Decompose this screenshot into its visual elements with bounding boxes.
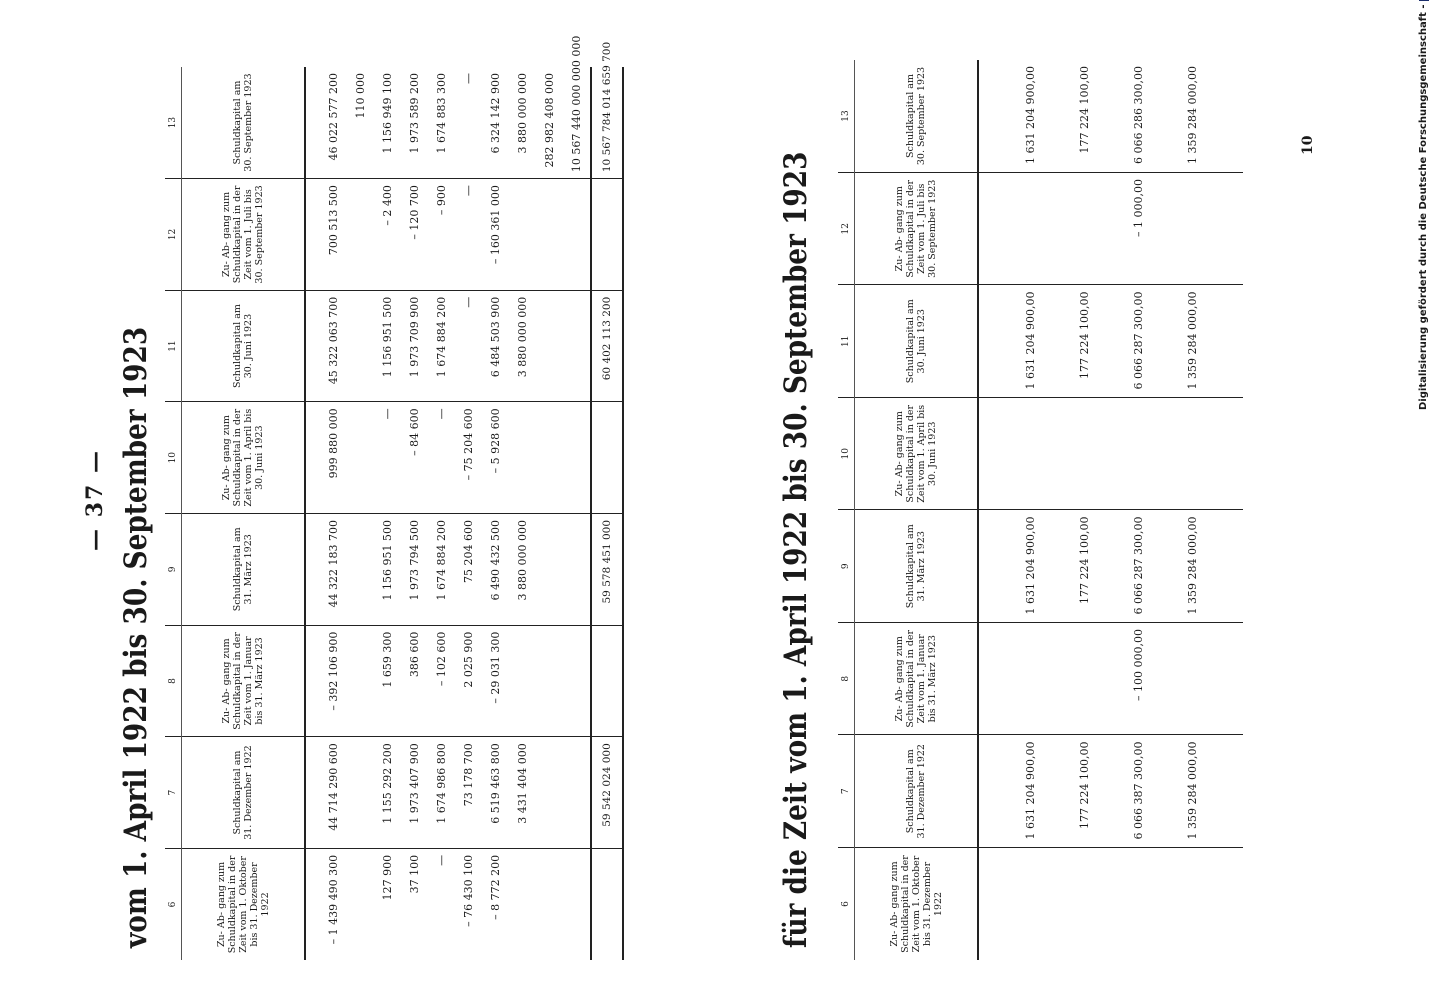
total-cell: 59 542 024 000	[591, 737, 623, 849]
spacer-cell	[978, 60, 1003, 173]
table-cell	[1003, 173, 1057, 286]
table-cell: 6 490 432 500	[482, 514, 509, 626]
total-cell: 60 402 113 200	[591, 290, 623, 402]
footer-credit	[1418, 0, 1429, 410]
column-header: Zu- Ab- gang zum Schuldkapital in der Zeit vom 1. Januar bis 31. März 1923	[182, 625, 306, 737]
table-cell: 386 600	[401, 625, 428, 737]
table-cell: 3 880 000 000	[509, 514, 536, 626]
footer-text: Digitalisierung gefördert durch die Deutsche Forschungsgemeinschaft -	[1418, 4, 1429, 410]
table-cell	[1165, 398, 1219, 511]
column-header: Zu- Ab- gang zum Schuldkapital in der Zeit vom 1. Oktober bis 31. Dezember 1922	[855, 848, 979, 961]
spacer-cell	[1219, 285, 1243, 398]
table-cell: – 8 772 200	[489, 854, 502, 920]
table-cell: 6 324 142 900	[482, 67, 509, 179]
column-number: 13	[165, 67, 182, 179]
column-header: Zu- Ab- gang zum Schuldkapital in der Zeit vom 1. Juli bis 30. September 1923	[182, 179, 306, 291]
table-cell: 1 973 709 900	[401, 290, 428, 402]
spacer-cell	[1219, 510, 1243, 623]
column-number: 9	[165, 514, 182, 626]
table-cell: – 2 400	[374, 179, 401, 291]
table-cell	[347, 625, 374, 737]
table-row	[1165, 60, 1219, 960]
column-number: 8	[838, 623, 855, 736]
spacer-cell	[305, 402, 320, 514]
table-cell	[536, 179, 563, 291]
table-cell: 44 322 183 700	[320, 514, 347, 626]
spacer-cell	[1219, 623, 1243, 736]
header-row	[182, 67, 306, 960]
column-header: Zu- Ab- gang zum Schuldkapital in der Zeit vom 1. April bis 30. Juni 1923	[855, 398, 979, 511]
table-cell: – 1 000,00	[1111, 173, 1165, 286]
table-row	[1003, 60, 1057, 960]
spacer-cell	[305, 179, 320, 291]
debt-table-top	[165, 35, 624, 960]
table-cell	[563, 514, 591, 626]
table-cell	[347, 848, 374, 960]
table-row	[455, 67, 482, 960]
table-row	[563, 67, 591, 960]
column-number: 10	[165, 402, 182, 514]
table-cell: 700 513 500	[320, 179, 347, 291]
column-number: 6	[165, 848, 182, 960]
table-cell	[563, 290, 591, 402]
table-cell: 1 631 204 900,00	[1003, 285, 1057, 398]
table-cell	[1111, 398, 1165, 511]
column-header: Zu- Ab- gang zum Schuldkapital in der Zeit vom 1. April bis 30. Juni 1923	[182, 402, 306, 514]
table-cell	[509, 625, 536, 737]
table-cell	[347, 179, 374, 291]
spacer-cell	[978, 848, 1003, 961]
table-cell: 1 359 284 000,00	[1165, 60, 1219, 173]
table-cell: 1 973 589 200	[401, 67, 428, 179]
table-cell: – 29 031 300	[482, 625, 509, 737]
table-cell: 3 880 000 000	[509, 290, 536, 402]
table-cell: 1 156 951 500	[374, 290, 401, 402]
total-cell	[591, 402, 623, 514]
total-cell	[591, 848, 623, 960]
spacer-cell	[305, 625, 320, 737]
column-number: 8	[165, 625, 182, 737]
page-number: — 37 —	[82, 449, 108, 551]
table-cell	[1111, 848, 1165, 961]
table-cell: 73 178 700	[455, 737, 482, 849]
table-cell: —	[428, 402, 455, 514]
spacer-cell	[1219, 735, 1243, 848]
table-cell: – 102 600	[428, 625, 455, 737]
table-cell: 6 066 387 300,00	[1111, 735, 1165, 848]
spacer-cell	[978, 398, 1003, 511]
spacer-cell	[305, 67, 320, 179]
table-row	[1111, 60, 1165, 960]
table-cell	[347, 737, 374, 849]
table-cell: 1 674 884 200	[428, 290, 455, 402]
table-cell: —	[455, 179, 482, 291]
column-header: Schuldkapital am 30. Juni 1923	[182, 290, 306, 402]
table-cell: 37 100	[408, 854, 421, 894]
table-cell: – 5 928 600	[482, 402, 509, 514]
table-cell: 6 066 287 300,00	[1111, 285, 1165, 398]
table-cell: – 392 106 900	[320, 625, 347, 737]
table-cell	[1165, 848, 1219, 961]
table-cell: 177 224 100,00	[1057, 60, 1111, 173]
spacer-cell	[978, 510, 1003, 623]
header-row	[855, 60, 979, 960]
column-number: 9	[838, 510, 855, 623]
table-row	[536, 67, 563, 960]
spacer-cell	[305, 737, 320, 849]
table-cell: —	[455, 290, 482, 402]
total-cell: 10 567 784 014 659 700	[591, 67, 623, 179]
table-cell	[536, 737, 563, 849]
table-cell: – 100 000,00	[1111, 623, 1165, 736]
column-number-row	[165, 67, 182, 960]
table-cell	[563, 737, 591, 849]
table-cell	[347, 290, 374, 402]
table-cell: 999 880 000	[320, 402, 347, 514]
spacer-cell	[1219, 173, 1243, 286]
table-cell	[347, 402, 374, 514]
table-cell	[1165, 173, 1219, 286]
table-cell: 6 066 286 300,00	[1111, 60, 1165, 173]
table-cell: – 900	[428, 179, 455, 291]
spacer-cell	[1219, 398, 1243, 511]
total-cell	[591, 625, 623, 737]
column-number-row	[838, 60, 855, 960]
column-header: Schuldkapital am 30. September 1923	[182, 67, 306, 179]
table-cell: 1 674 884 200	[428, 514, 455, 626]
table-cell	[1003, 398, 1057, 511]
table-cell: 3 880 000 000	[509, 67, 536, 179]
table-cell: 110 000	[347, 67, 374, 179]
table-cell	[347, 514, 374, 626]
table-cell	[563, 625, 591, 737]
table-cell	[509, 848, 536, 960]
column-header: Schuldkapital am 30. September 1923	[855, 60, 979, 173]
spacer-cell	[1219, 848, 1243, 961]
column-number: 12	[838, 173, 855, 286]
sheet-number: 10	[1300, 135, 1316, 155]
table-cell: 3 431 404 000	[509, 737, 536, 849]
column-number: 13	[838, 60, 855, 173]
column-header: Schuldkapital am 31. März 1923	[182, 514, 306, 626]
table-cell: —	[435, 854, 448, 866]
table-cell: 1 156 949 100	[374, 67, 401, 179]
table-cell: 1 973 407 900	[401, 737, 428, 849]
table-cell	[509, 402, 536, 514]
table-cell	[536, 402, 563, 514]
table-row	[374, 67, 401, 960]
table-cell: 1 674 883 300	[428, 67, 455, 179]
column-number: 12	[165, 179, 182, 291]
table-cell	[1003, 623, 1057, 736]
spacer-row	[1219, 60, 1243, 960]
table-cell: 177 224 100,00	[1057, 510, 1111, 623]
spacer-row	[305, 67, 320, 960]
spacer-cell	[978, 173, 1003, 286]
table-cell: 1 156 951 500	[374, 514, 401, 626]
table-cell: 1 674 986 800	[428, 737, 455, 849]
table-cell: —	[374, 402, 401, 514]
column-header: Schuldkapital am 31. März 1923	[855, 510, 979, 623]
table-cell: 10 567 440 000 000 000	[563, 67, 591, 179]
table-title-bottom: für die Zeit vom 1. April 1922 bis 30. September 1923	[778, 151, 814, 948]
table-cell: 1 155 292 200	[374, 737, 401, 849]
table-cell	[509, 179, 536, 291]
spacer-cell	[305, 290, 320, 402]
debt-table-bottom	[838, 60, 1243, 960]
column-header: Schuldkapital am 31. Dezember 1922	[855, 735, 979, 848]
spacer-cell	[305, 848, 320, 960]
table-row	[428, 67, 455, 960]
table-cell	[1057, 173, 1111, 286]
column-header: Schuldkapital am 31. Dezember 1922	[182, 737, 306, 849]
dfg-logo	[1419, 0, 1429, 1]
table-cell: —	[455, 67, 482, 179]
table-cell	[1057, 848, 1111, 961]
table-cell: 177 224 100,00	[1057, 285, 1111, 398]
table-cell: – 120 700	[401, 179, 428, 291]
spacer-row	[978, 60, 1003, 960]
table-cell: 1 359 284 000,00	[1165, 735, 1219, 848]
table-cell: 127 900	[381, 854, 394, 901]
table-cell	[563, 848, 591, 960]
table-cell: 282 982 408 000	[536, 67, 563, 179]
table-row	[347, 67, 374, 960]
table-title-top: vom 1. April 1922 bis 30. September 1923	[118, 326, 154, 948]
table-row	[482, 67, 509, 960]
table-cell: 44 714 290 600	[320, 737, 347, 849]
table-cell: 46 022 577 200	[320, 67, 347, 179]
total-cell	[591, 179, 623, 291]
column-number: 11	[838, 285, 855, 398]
table-cell: 1 631 204 900,00	[1003, 735, 1057, 848]
table-cell: 1 631 204 900,00	[1003, 60, 1057, 173]
table-row	[320, 67, 347, 960]
table-row	[509, 67, 536, 960]
column-header: Schuldkapital am 30. Juni 1923	[855, 285, 979, 398]
table-cell: 6 066 287 300,00	[1111, 510, 1165, 623]
spacer-cell	[978, 285, 1003, 398]
table-cell	[536, 848, 563, 960]
total-cell: 59 578 451 000	[591, 514, 623, 626]
table-cell	[536, 290, 563, 402]
table-cell: – 75 204 600	[455, 402, 482, 514]
spacer-cell	[978, 735, 1003, 848]
table-cell: – 1 439 490 300	[327, 854, 340, 945]
table-cell: 1 659 300	[374, 625, 401, 737]
column-header: Zu- Ab- gang zum Schuldkapital in der Zeit vom 1. Januar bis 31. März 1923	[855, 623, 979, 736]
table-cell: 1 359 284 000,00	[1165, 510, 1219, 623]
table-cell	[1057, 398, 1111, 511]
table-cell: 45 322 063 700	[320, 290, 347, 402]
table-cell: – 160 361 000	[482, 179, 509, 291]
table-cell: – 84 600	[401, 402, 428, 514]
total-row	[591, 67, 623, 960]
table-cell	[1003, 848, 1057, 961]
table-cell	[536, 514, 563, 626]
table-cell	[1057, 623, 1111, 736]
spacer-cell	[978, 623, 1003, 736]
table-cell	[563, 402, 591, 514]
table-cell: 1 973 794 500	[401, 514, 428, 626]
table-cell: 177 224 100,00	[1057, 735, 1111, 848]
column-header: Zu- Ab- gang zum Schuldkapital in der Zeit vom 1. Oktober bis 31. Dezember 1922	[182, 848, 306, 960]
column-number: 7	[165, 737, 182, 849]
column-header: Zu- Ab- gang zum Schuldkapital in der Zeit vom 1. Juli bis 30. September 1923	[855, 173, 979, 286]
table-cell: 1 359 284 000,00	[1165, 285, 1219, 398]
table-cell: 75 204 600	[455, 514, 482, 626]
spacer-cell	[1219, 60, 1243, 173]
table-cell: 6 519 463 800	[482, 737, 509, 849]
column-number: 6	[838, 848, 855, 961]
column-number: 7	[838, 735, 855, 848]
table-cell: 1 631 204 900,00	[1003, 510, 1057, 623]
table-cell: 2 025 900	[455, 625, 482, 737]
table-cell: 6 484 503 900	[482, 290, 509, 402]
table-row	[1057, 60, 1111, 960]
column-number: 11	[165, 290, 182, 402]
table-cell	[536, 625, 563, 737]
table-cell	[1165, 623, 1219, 736]
column-number: 10	[838, 398, 855, 511]
table-cell	[563, 179, 591, 291]
spacer-cell	[305, 514, 320, 626]
table-row	[401, 67, 428, 960]
table-cell: – 76 430 100	[462, 854, 475, 927]
